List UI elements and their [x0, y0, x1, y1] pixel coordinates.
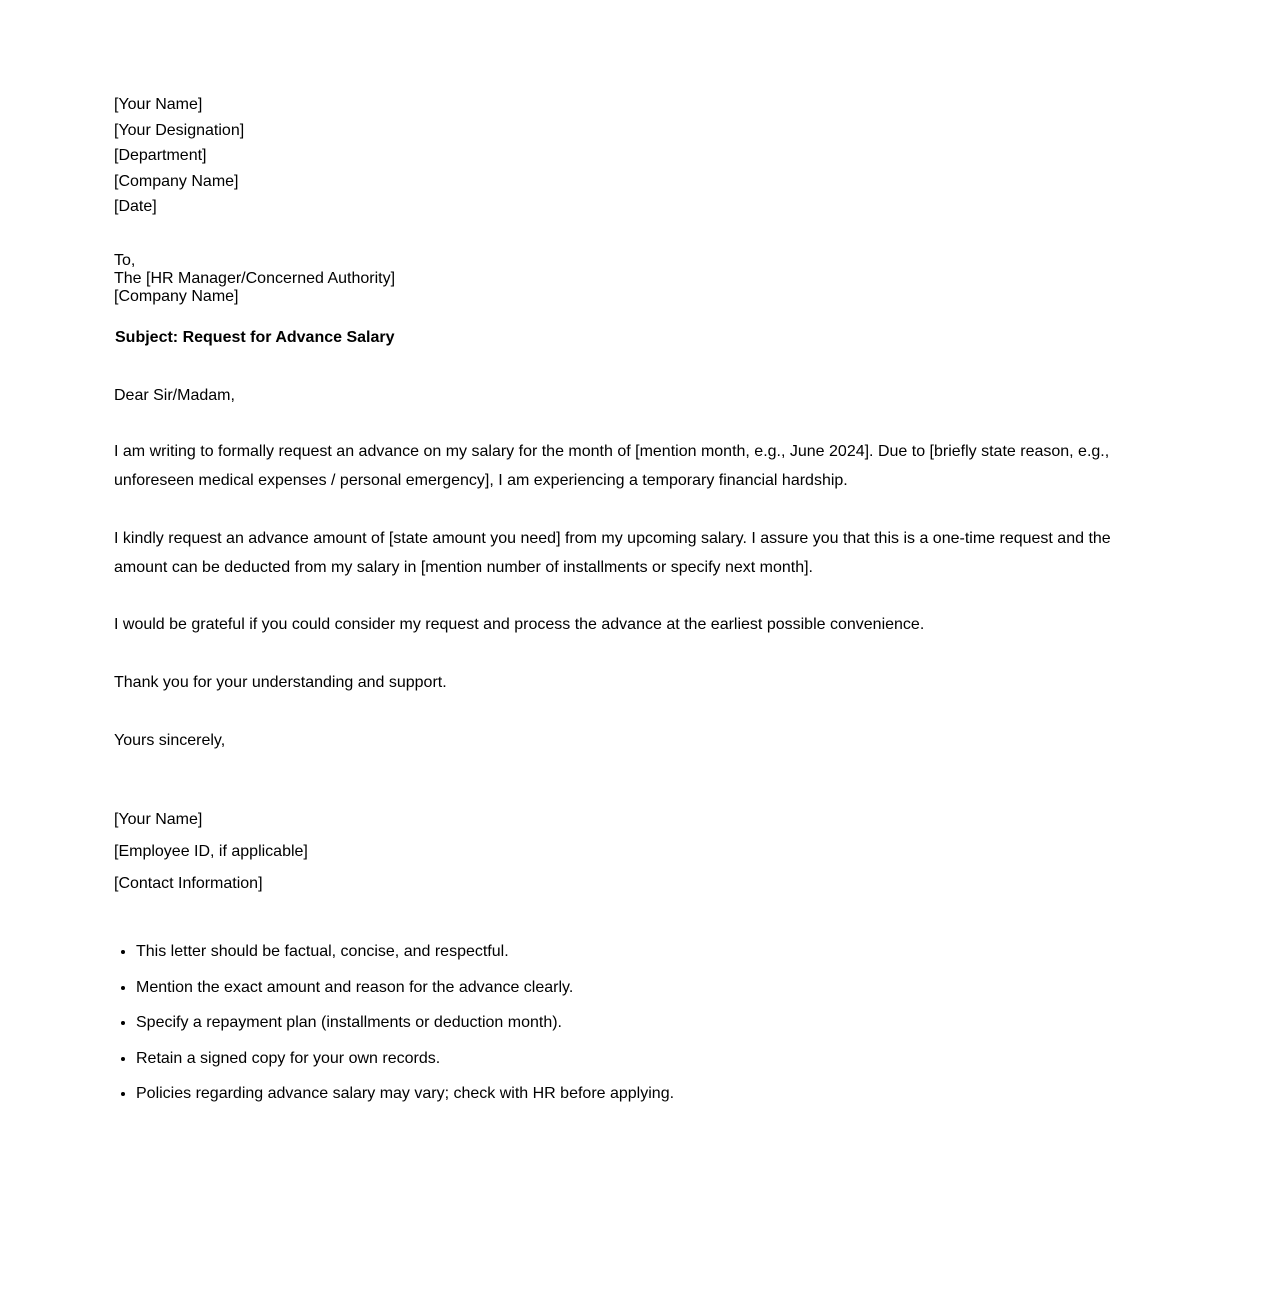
list-item: • Mention the exact amount and reason for the advance clearly. — [136, 976, 1136, 1012]
sender-date: [Date] — [114, 198, 157, 215]
salutation: Dear Sir/Madam, — [114, 387, 235, 404]
list-item: • Retain a signed copy for your own records. — [136, 1047, 1136, 1083]
recipient-company: [Company Name] — [114, 288, 239, 305]
notes-list — [114, 940, 1136, 1118]
body-paragraph: Thank you for your understanding and support. — [114, 674, 447, 691]
sender-designation: [Your Designation] — [114, 122, 245, 139]
letter-subject: Subject: Request for Advance Salary — [115, 329, 395, 346]
sender-company: [Company Name] — [114, 173, 239, 190]
closing: Yours sincerely, — [114, 732, 226, 749]
sender-department: [Department] — [114, 147, 207, 164]
signature-name: [Your Name] — [114, 811, 203, 828]
list-item: • Policies regarding advance salary may vary; check with HR before applying. — [136, 1082, 1136, 1118]
recipient-to: To, — [114, 252, 136, 269]
recipient-title: The [HR Manager/Concerned Authority] — [114, 270, 396, 287]
signature-contact: [Contact Information] — [114, 875, 263, 892]
sender-name: [Your Name] — [114, 96, 203, 113]
list-item: • This letter should be factual, concise, and respectful. — [136, 940, 1136, 976]
body-paragraph: I would be grateful if you could consider my request and process the advance at the earliest possible convenience. — [114, 616, 925, 633]
body-paragraph: I kindly request an advance amount of [state amount you need] from my upcoming salary. I assure you that this is a one-time request and the amount can be deducted from my salary in [mention number of installments or specify next month]. — [114, 530, 1111, 576]
list-item: • Specify a repayment plan (installments or deduction month). — [136, 1011, 1136, 1047]
signature-employee-id: [Employee ID, if applicable] — [114, 843, 308, 860]
body-paragraph: I am writing to formally request an advance on my salary for the month of [mention month, e.g., June 2024]. Due to [briefly state reason, e.g., unforeseen medical expenses / personal emergency], I am experiencing a temporary financial hardship. — [114, 443, 1110, 489]
